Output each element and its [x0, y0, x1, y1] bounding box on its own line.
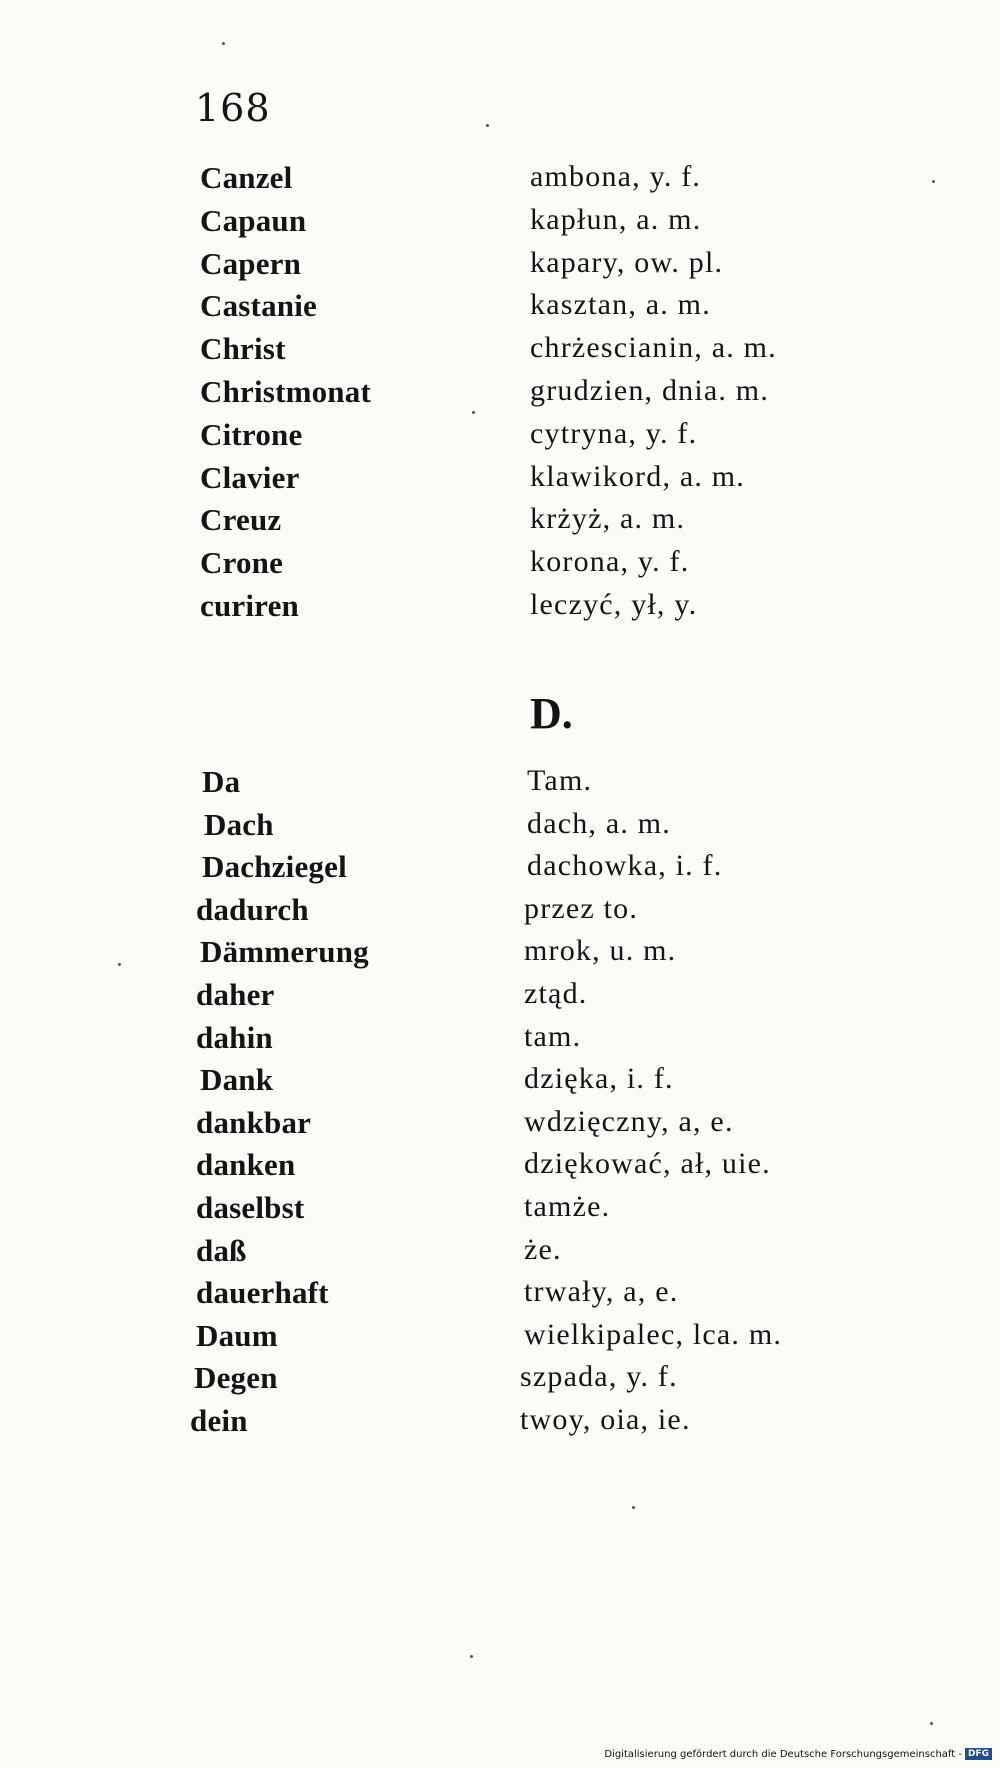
page-number: 168 [195, 86, 271, 130]
dictionary-entry [0, 1190, 1000, 1232]
dfg-logo: DFG [965, 1748, 992, 1760]
scan-speck [486, 124, 489, 127]
dictionary-entry [0, 892, 1000, 934]
dictionary-entry [0, 331, 1000, 373]
german-headword: Capern [200, 245, 302, 281]
dictionary-entry [0, 288, 1000, 330]
polish-translation: Tam. [527, 764, 593, 797]
polish-translation: chrżescianin, a. m. [530, 331, 777, 365]
german-headword: curiren [200, 588, 299, 623]
polish-translation: leczyć, ył, y. [530, 588, 698, 621]
dictionary-entry [0, 807, 1000, 849]
polish-translation: trwały, a, e. [524, 1275, 679, 1309]
german-headword: Citrone [200, 416, 303, 452]
scan-speck [118, 963, 121, 966]
german-headword: Creuz [200, 502, 282, 538]
polish-translation: klawikord, a. m. [530, 459, 745, 493]
german-headword: Castanie [200, 288, 317, 324]
dictionary-entry [0, 1360, 1000, 1402]
dictionary-entry [0, 417, 1000, 459]
polish-translation: grudzien, dnia. m. [530, 374, 770, 407]
digitization-footer [604, 1748, 992, 1760]
polish-translation: ambona, y. f. [530, 160, 702, 193]
dictionary-entry [0, 1233, 1000, 1275]
dictionary-entry [0, 849, 1000, 891]
polish-translation: dzięka, i. f. [524, 1062, 674, 1096]
polish-translation: twoy, oia, ie. [520, 1403, 691, 1436]
polish-translation: mrok, u. m. [524, 934, 677, 968]
footer-text: Digitalisierung gefördert durch die Deutsche Forschungsgemeinschaft - [604, 1748, 962, 1760]
scan-speck [932, 180, 935, 183]
german-headword: Dachziegel [202, 849, 347, 885]
polish-translation: przez to. [524, 891, 639, 925]
german-headword: Dach [204, 806, 274, 842]
polish-translation: wdzięczny, a, e. [524, 1104, 734, 1138]
dictionary-entry [0, 764, 1000, 806]
german-headword: Dank [200, 1062, 274, 1098]
polish-translation: tamże. [524, 1190, 611, 1223]
polish-translation: cytryna, y. f. [530, 416, 698, 450]
dictionary-entry [0, 160, 1000, 202]
dictionary-entry [0, 203, 1000, 245]
dictionary-entry [0, 1318, 1000, 1360]
german-headword: dahin [196, 1019, 273, 1055]
german-headword: daselbst [196, 1190, 305, 1225]
german-headword: Capaun [200, 202, 307, 238]
german-headword: dauerhaft [196, 1275, 329, 1311]
polish-translation: krżyż, a. m. [530, 502, 686, 536]
german-headword: daß [196, 1232, 247, 1268]
polish-translation: kasztan, a. m. [530, 288, 711, 322]
dictionary-entry [0, 1275, 1000, 1317]
section-heading-d: D. [530, 689, 573, 738]
german-headword: dein [190, 1403, 248, 1438]
dictionary-entry [0, 502, 1000, 544]
polish-translation: kapary, ow. pl. [530, 245, 724, 279]
polish-translation: korona, y. f. [530, 545, 690, 579]
german-headword: Degen [194, 1360, 278, 1396]
german-headword: danken [196, 1147, 296, 1183]
german-headword: Daum [196, 1317, 278, 1353]
german-headword: dankbar [196, 1104, 312, 1140]
scan-speck [930, 1722, 933, 1725]
polish-translation: ztąd. [524, 977, 588, 1010]
polish-translation: dachowka, i. f. [527, 849, 723, 883]
scan-speck [632, 1506, 635, 1509]
german-headword: Christmonat [200, 374, 371, 409]
dictionary-entry [0, 934, 1000, 976]
german-headword: Dämmerung [200, 934, 369, 970]
german-headword: Clavier [200, 459, 300, 495]
polish-translation: dach, a. m. [527, 806, 671, 840]
dictionary-entry [0, 1105, 1000, 1147]
german-headword: dadurch [196, 891, 309, 927]
polish-translation: dziękować, ał, uie. [524, 1147, 771, 1181]
polish-translation: szpada, y. f. [520, 1360, 678, 1394]
german-headword: Da [202, 764, 241, 799]
dictionary-entry [0, 977, 1000, 1019]
polish-translation: wielkipalec, lca. m. [524, 1317, 783, 1351]
dictionary-entry [0, 1147, 1000, 1189]
dictionary-entry [0, 588, 1000, 630]
dictionary-entry [0, 545, 1000, 587]
german-headword: daher [196, 977, 275, 1012]
dictionary-entry [0, 1062, 1000, 1104]
polish-translation: kapłun, a. m. [530, 202, 702, 236]
scan-speck [472, 411, 475, 414]
dictionary-entry [0, 1020, 1000, 1062]
polish-translation: tam. [524, 1019, 582, 1053]
polish-translation: że. [524, 1232, 562, 1266]
dictionary-entry [0, 246, 1000, 288]
german-headword: Canzel [200, 160, 293, 195]
dictionary-entry [0, 374, 1000, 416]
dictionary-entry [0, 1403, 1000, 1445]
scan-speck [222, 42, 225, 45]
scan-speck [470, 1655, 473, 1658]
dictionary-entry [0, 460, 1000, 502]
german-headword: Christ [200, 331, 286, 367]
german-headword: Crone [200, 545, 284, 581]
